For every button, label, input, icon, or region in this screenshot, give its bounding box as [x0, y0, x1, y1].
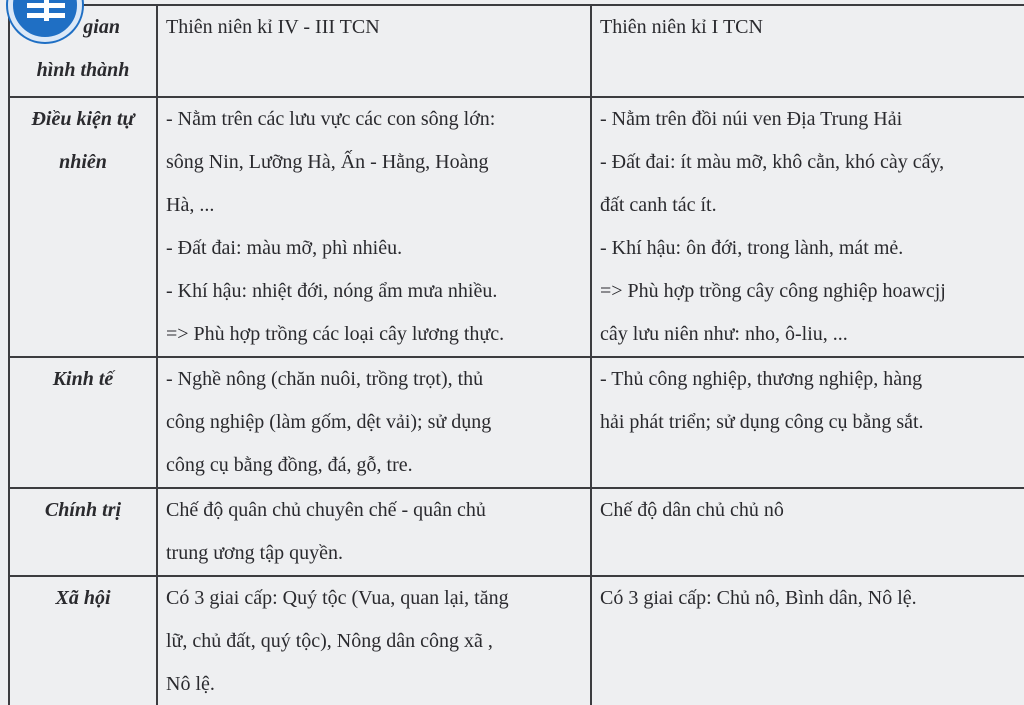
cell-line: => Phù hợp trồng các loại cây lương thực.	[166, 323, 505, 345]
cell-nature-east	[157, 97, 591, 357]
row-label-politics: Chính trị	[9, 488, 157, 576]
cell-line: - Đất đai: ít màu mỡ, khô cằn, khó cày cấy,	[600, 151, 945, 173]
cell-line: Hà, ...	[166, 194, 215, 216]
cell-line: - Thủ công nghiệp, thương nghiệp, hàng	[600, 368, 923, 390]
cell-society-west	[591, 576, 1024, 705]
cell-line: cây lưu niên như: nho, ô-liu, ...	[600, 323, 848, 345]
cell-text: Chế độ dân chủ chủ nô	[600, 499, 784, 521]
cell-line: - Nằm trên các lưu vực các con sông lớn:	[166, 108, 496, 130]
logo-stroke	[44, 0, 49, 21]
row-label-nature	[9, 97, 157, 357]
cell-line: - Khí hậu: ôn đới, trong lành, mát mẻ.	[600, 237, 904, 259]
cell-line: Có 3 giai cấp: Quý tộc (Vua, quan lại, tăng	[166, 587, 509, 609]
cell-line: trung ương tập quyền.	[166, 542, 343, 564]
comparison-table	[8, 4, 1024, 705]
cell-line: => Phù hợp trồng cây công nghiệp hoawcjj	[600, 280, 946, 302]
cell-society-east	[157, 576, 591, 705]
cell-line: sông Nin, Lưỡng Hà, Ấn - Hằng, Hoàng	[166, 151, 489, 173]
cell-line: - Khí hậu: nhiệt đới, nóng ẩm mưa nhiều.	[166, 280, 498, 302]
cell-line: Nô lệ.	[166, 673, 215, 695]
cell-text: Thiên niên kỉ I TCN	[600, 16, 763, 38]
cell-line: đất canh tác ít.	[600, 194, 717, 216]
cell-economy-west	[591, 357, 1024, 488]
row-label-nature-line1: Điều kiện tự	[31, 108, 135, 130]
table-row-politics	[9, 488, 1024, 576]
cell-time-east	[157, 5, 591, 97]
row-label-society: Xã hội	[9, 576, 157, 705]
cell-line: - Nghề nông (chăn nuôi, trồng trọt), thủ	[166, 368, 484, 390]
cell-line: - Nằm trên đồi núi ven Địa Trung Hải	[600, 108, 903, 130]
cell-line: Chế độ quân chủ chuyên chế - quân chủ	[166, 499, 486, 521]
cell-line: hải phát triển; sử dụng công cụ bằng sắt.	[600, 411, 924, 433]
row-label-time-line2: hình thành	[36, 59, 130, 81]
cell-text: Có 3 giai cấp: Chủ nô, Bình dân, Nô lệ.	[600, 587, 917, 609]
cell-line: - Đất đai: màu mỡ, phì nhiêu.	[166, 237, 403, 259]
row-label-nature-line2: nhiên	[59, 151, 107, 173]
row-label-economy: Kinh tế	[9, 357, 157, 488]
cell-politics-west	[591, 488, 1024, 576]
table-row-economy	[9, 357, 1024, 488]
cell-nature-west	[591, 97, 1024, 357]
cell-time-west	[591, 5, 1024, 97]
row-label-time-partial: gian	[83, 16, 120, 38]
cell-text: Thiên niên kỉ IV - III TCN	[166, 16, 380, 38]
cell-politics-east	[157, 488, 591, 576]
cell-economy-east	[157, 357, 591, 488]
cell-line: công nghiệp (làm gốm, dệt vải); sử dụng	[166, 411, 492, 433]
table-row-nature	[9, 97, 1024, 357]
table-row-society	[9, 576, 1024, 705]
cell-line: lữ, chủ đất, quý tộc), Nông dân công xã ,	[166, 630, 493, 652]
cell-line: công cụ bằng đồng, đá, gỗ, tre.	[166, 454, 413, 476]
table-row-time	[9, 5, 1024, 97]
